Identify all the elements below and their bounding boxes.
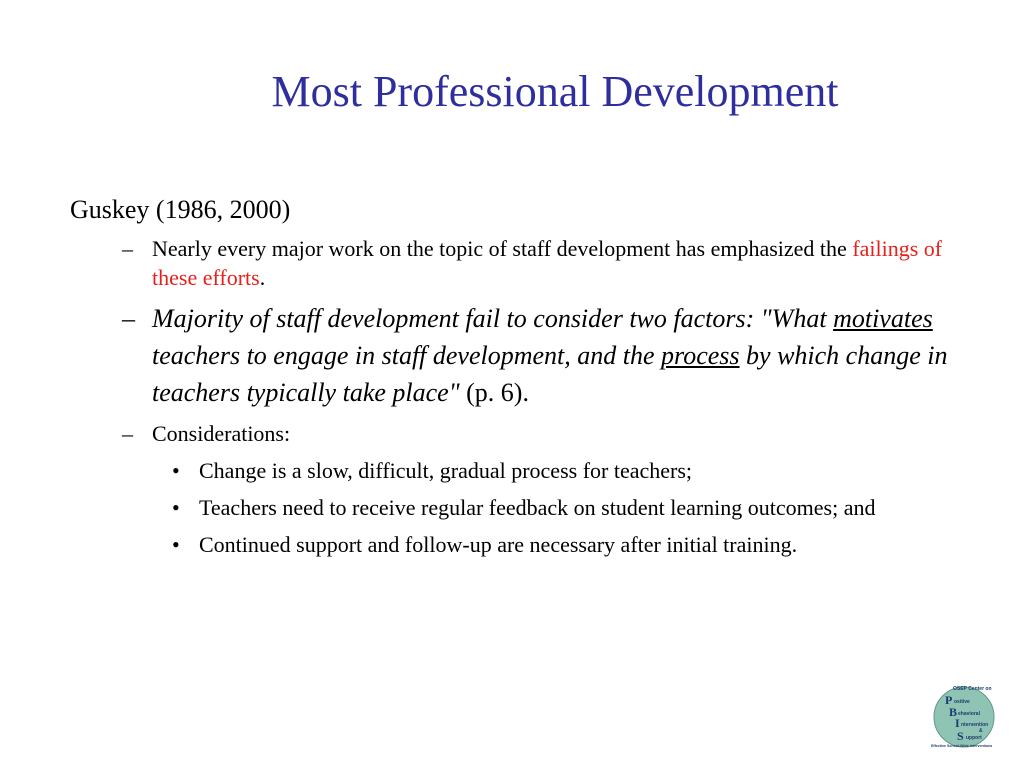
logo-letter-s: S <box>957 729 964 743</box>
citation: (p. 6). <box>459 378 529 407</box>
slide-body <box>70 192 950 567</box>
slide-title: Most Professional Development <box>271 67 839 116</box>
point-text: Nearly every major work on the topic of staff development has emphasized the <box>152 236 853 261</box>
logo-letter-i: I <box>955 716 960 730</box>
considerations-label: Considerations: <box>152 421 291 446</box>
pbis-logo <box>927 682 1009 748</box>
logo-word-intervention: ntervention <box>961 722 989 728</box>
dash-bullet: – <box>122 236 133 261</box>
logo-bottom-text: Effective School-Wide Interventions <box>931 744 993 748</box>
bullet-item <box>70 530 950 559</box>
logo-top-text: OSEP Center on <box>953 686 992 692</box>
underlined-process: process <box>661 341 740 370</box>
bullet-text: Change is a slow, difficult, gradual process for teachers; <box>199 458 693 483</box>
dash-bullet: – <box>122 304 135 333</box>
logo-ampersand: & <box>979 728 983 734</box>
heading-guskey: Guskey (1986, 2000) <box>70 195 291 224</box>
bullet-item <box>70 493 950 522</box>
quote-part-c: by which change in teachers typically take place" <box>152 341 948 407</box>
point-punct: . <box>259 265 266 290</box>
bullet-dot: • <box>172 495 180 520</box>
dash-bullet: – <box>122 421 133 446</box>
bullet-dot: • <box>172 532 180 557</box>
bullet-text: Continued support and follow-up are necessary after initial training. <box>199 532 798 557</box>
bullet-item <box>70 456 950 485</box>
quote-part-b: teachers to engage in staff development, and the <box>152 341 662 370</box>
logo-word-positive: ositive <box>954 699 970 705</box>
underlined-motivates: motivates <box>833 304 933 333</box>
highlight-failings: failings of these efforts <box>152 236 943 290</box>
logo-word-behavioral: ehavioral <box>958 711 980 717</box>
point-staff-development <box>70 234 950 292</box>
bullet-text: Teachers need to receive regular feedback on student learning outcomes; and <box>199 495 876 520</box>
point-considerations <box>70 419 950 448</box>
point-majority-quote <box>70 300 950 411</box>
logo-letter-p: P <box>945 693 953 707</box>
bullet-dot: • <box>172 458 180 483</box>
logo-circle <box>934 687 994 747</box>
logo-letter-b: B <box>949 705 958 719</box>
quote-part-a: Majority of staff development fail to consider two factors: "What <box>152 304 834 333</box>
logo-word-support: upport <box>966 735 982 741</box>
